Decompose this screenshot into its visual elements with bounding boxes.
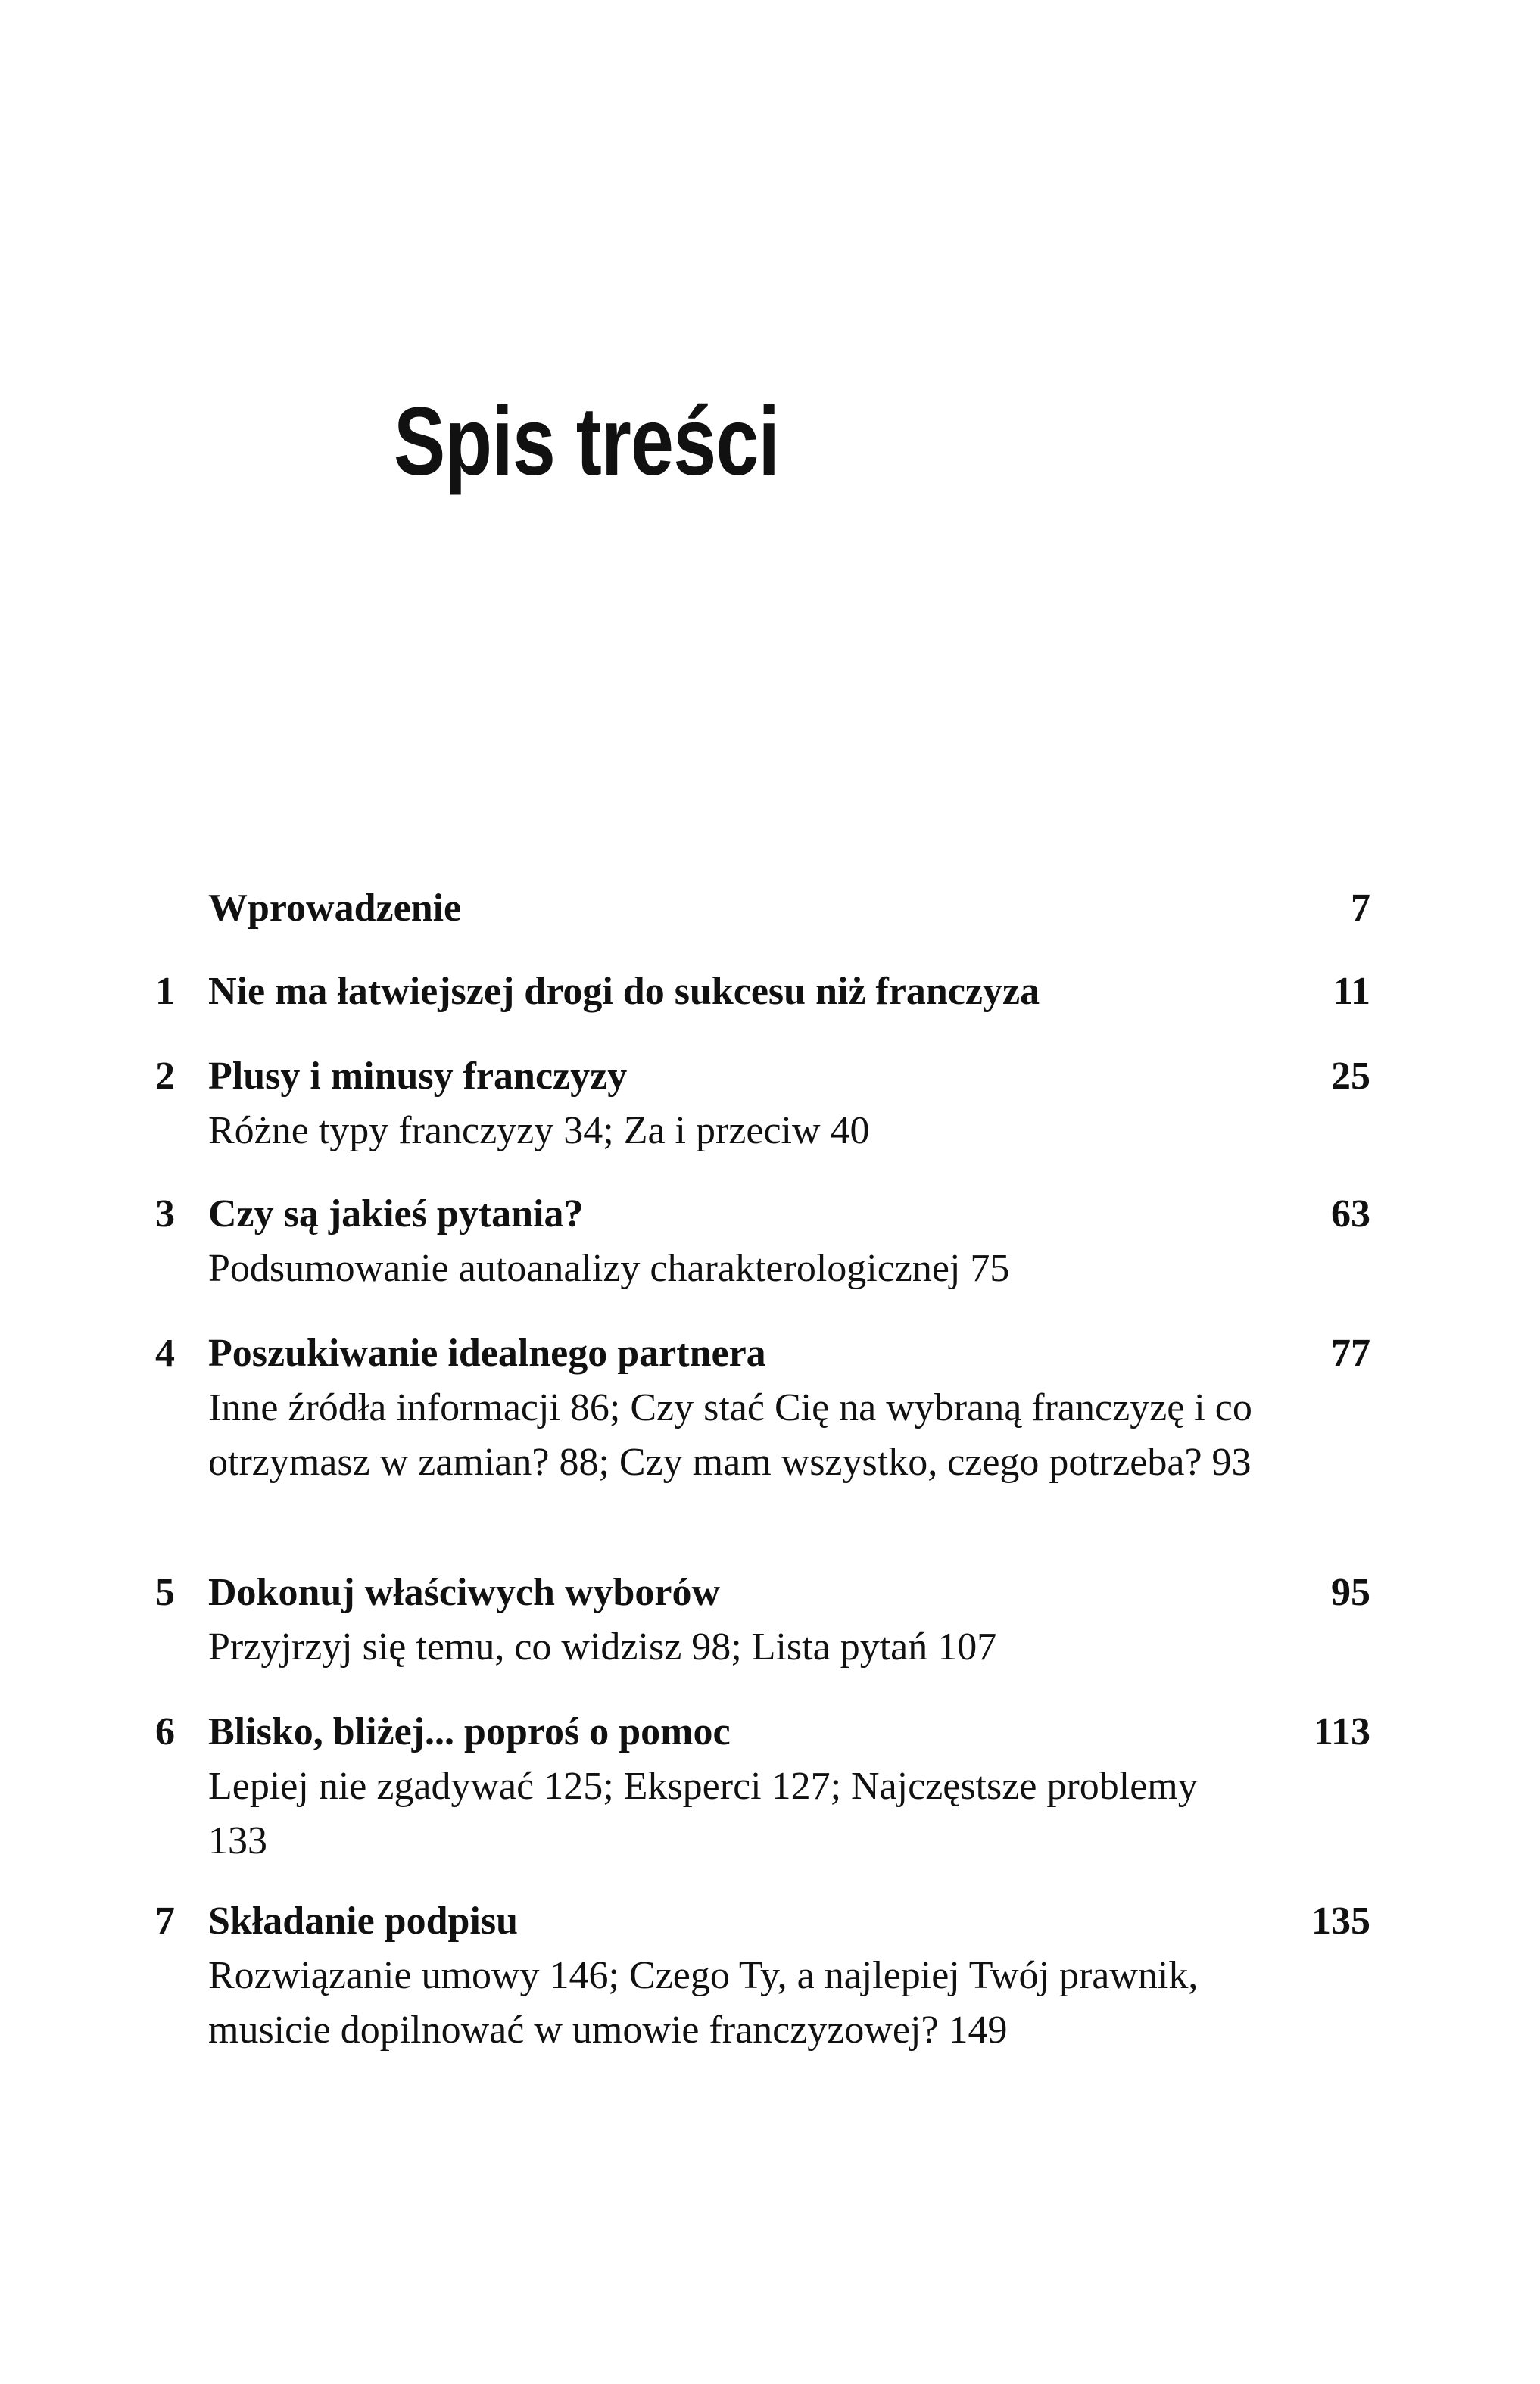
toc-entry-title: Dokonuj właściwych wyborów — [208, 1571, 721, 1614]
toc-entry-page: 11 — [1333, 970, 1370, 1013]
toc-entry-page: 77 — [1331, 1332, 1370, 1375]
toc-entry-number: 3 — [155, 1192, 175, 1236]
toc-entry-number: 4 — [155, 1332, 175, 1375]
toc-entry-page: 63 — [1331, 1192, 1370, 1236]
toc-entry-number: 6 — [155, 1710, 175, 1753]
toc-entry-number: 5 — [155, 1571, 175, 1614]
toc-entry-subsections: Lepiej nie zgadywać 125; Eksperci 127; Najczęstsze problemy 133 — [208, 1765, 1198, 1862]
toc-entry-page: 113 — [1313, 1710, 1370, 1753]
toc-entry-subsections: Podsumowanie autoanalizy charakterologicznej 75 — [208, 1247, 1010, 1290]
toc-entry-title: Składanie podpisu — [208, 1899, 519, 1943]
toc-entry-page: 95 — [1331, 1571, 1370, 1614]
toc-entry-subsections: Przyjrzyj się temu, co widzisz 98; Lista pytań 107 — [208, 1625, 997, 1669]
toc-entry-page: 25 — [1331, 1055, 1370, 1098]
page-title: Spis treści — [394, 388, 780, 496]
toc-entry-subsections: Inne źródła informacji 86; Czy stać Cię na wybraną franczyzę i co otrzymasz w zamian? 88; Czy mam wszystko, czego potrzeba? 93 — [208, 1386, 1252, 1484]
toc-entry-number: 1 — [155, 970, 175, 1013]
toc-entry-number: 2 — [155, 1055, 175, 1098]
toc-entry-number: 7 — [155, 1899, 175, 1943]
toc-entry-title: Poszukiwanie idealnego partnera — [208, 1332, 766, 1375]
toc-entry-subsections: Różne typy franczyzy 34; Za i przeciw 40 — [208, 1109, 870, 1152]
toc-entry-title: Nie ma łatwiejszej drogi do sukcesu niż franczyza — [208, 970, 1040, 1013]
toc-entry-title: Wprowadzenie — [208, 887, 462, 930]
toc-entry-title: Plusy i minusy franczyzy — [208, 1055, 628, 1098]
toc-entry-title: Czy są jakieś pytania? — [208, 1192, 584, 1236]
toc-entry-subsections: Rozwiązanie umowy 146; Czego Ty, a najlepiej Twój prawnik, musicie dopilnować w umowie franczyzowej? 149 — [208, 1954, 1199, 2052]
toc-entry-title: Blisko, bliżej... poproś o pomoc — [208, 1710, 731, 1753]
toc-entry-page: 135 — [1311, 1899, 1370, 1943]
toc-entry-page: 7 — [1351, 887, 1370, 930]
